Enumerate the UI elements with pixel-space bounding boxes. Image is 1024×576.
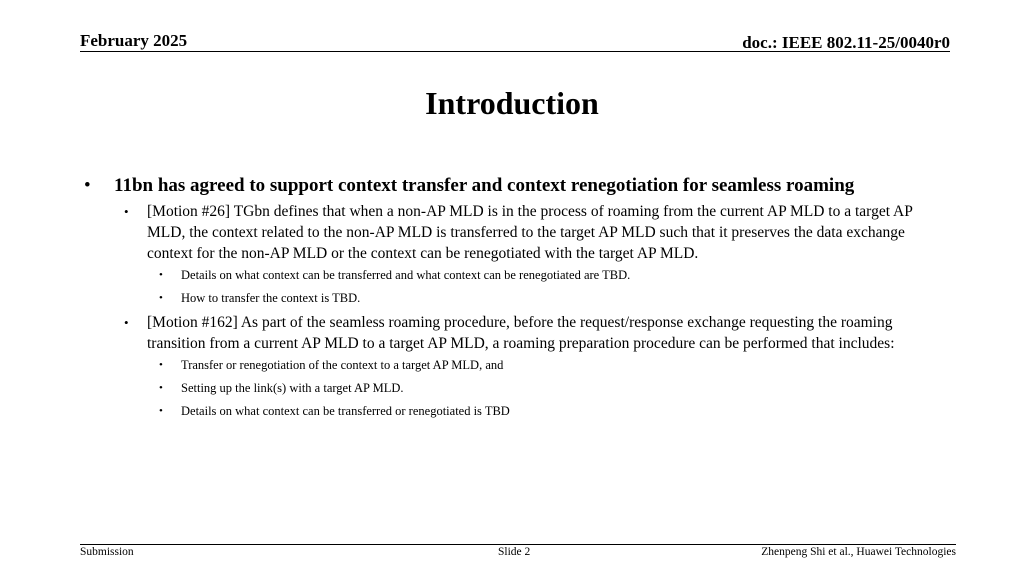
motion-text: [Motion #162] As part of the seamless roaming procedure, before the request/response exchange requesting the roaming transition from a current AP MLD to a target AP MLD, a roaming preparation procedure can be performed that includes:: [147, 314, 895, 352]
bullet-icon: •: [159, 359, 163, 371]
main-point-text: 11bn has agreed to support context transfer and context renegotiation for seamless roaming: [114, 175, 855, 196]
main-bullet-point: [84, 173, 944, 198]
footer-submission: Submission: [80, 546, 134, 558]
sub-point-text: Details on what context can be transferred and what context can be renegotiated are TBD.: [181, 268, 631, 282]
motion-text: [Motion #26] TGbn defines that when a non-AP MLD is in the process of roaming from the current AP MLD to a target AP MLD, the context related to the non-AP MLD is transferred to the target AP MLD such that it preserves the data exchange context for the non-AP MLD or the context can be renegotiated with the target AP MLD.: [147, 203, 913, 262]
sub-point-text: Transfer or renegotiation of the context to a target AP MLD, and: [181, 358, 504, 372]
footer-authors: Zhenpeng Shi et al., Huawei Technologies: [761, 546, 956, 558]
footer-divider: [80, 544, 956, 545]
bullet-icon: •: [159, 292, 163, 304]
motion-sub-point: [84, 266, 944, 284]
motion-sub-point: [84, 289, 944, 307]
sub-point-text: Setting up the link(s) with a target AP MLD.: [181, 381, 404, 395]
bullet-icon: •: [159, 269, 163, 281]
motion-sub-point: [84, 356, 944, 374]
sub-point-text: Details on what context can be transferred or renegotiated is TBD: [181, 404, 510, 418]
bullet-icon: •: [84, 175, 91, 196]
header-divider: [80, 51, 950, 52]
slide-title: Introduction: [425, 85, 599, 121]
motion-sub-point: [84, 402, 944, 420]
sub-point-text: How to transfer the context is TBD.: [181, 291, 361, 305]
motion-item: [84, 201, 944, 264]
header-date: February 2025: [80, 31, 188, 50]
slide-content: [84, 173, 944, 425]
footer-slide-number: Slide 2: [498, 546, 531, 558]
header-doc-id: doc.: IEEE 802.11-25/0040r0: [742, 33, 950, 52]
bullet-icon: •: [124, 204, 129, 219]
motion-sub-point: [84, 379, 944, 397]
bullet-icon: •: [159, 382, 163, 394]
motion-item: [84, 312, 944, 354]
bullet-icon: •: [124, 315, 129, 330]
bullet-icon: •: [159, 405, 163, 417]
